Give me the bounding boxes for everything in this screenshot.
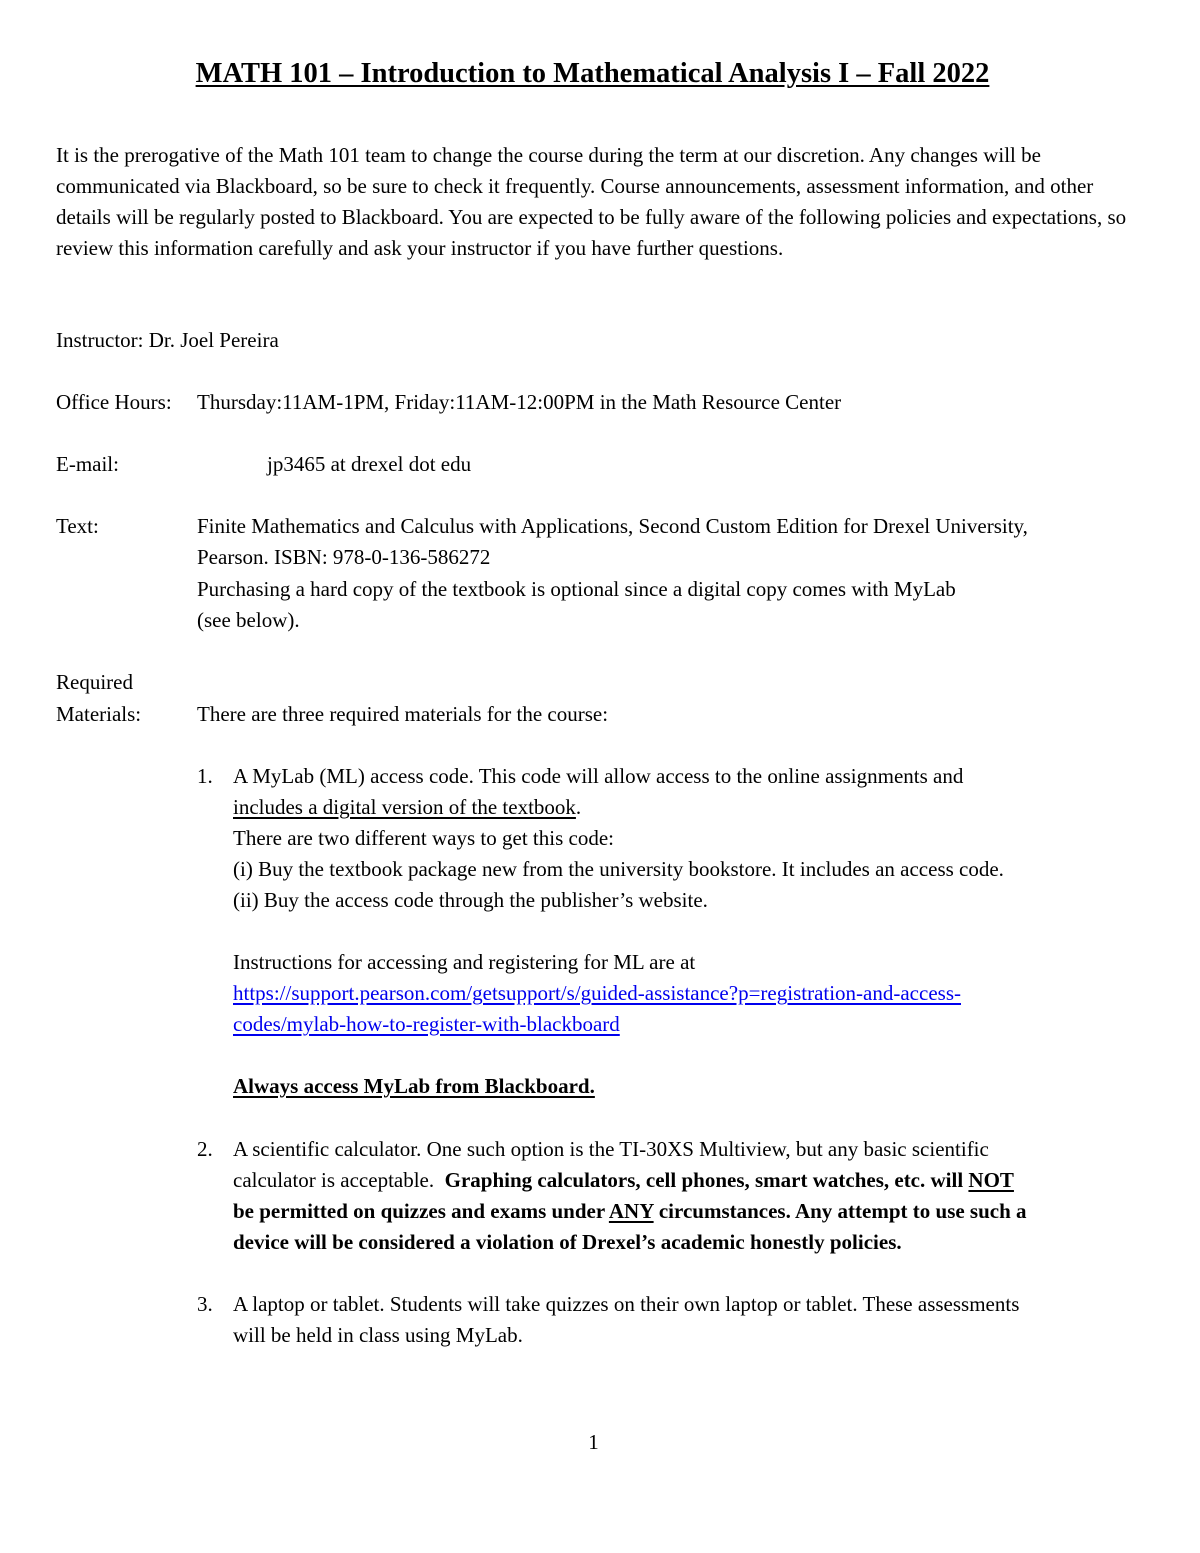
email-value: jp3465 at drexel dot edu	[267, 452, 472, 476]
item2-line	[233, 1196, 1027, 1227]
item2-line: device will be considered a violation of Drexel’s academic honestly policies.	[233, 1230, 902, 1254]
office-hours-value: Thursday:11AM-1PM, Friday:11AM-12:00PM in the Math Resource Center	[197, 390, 842, 414]
item1-line	[233, 792, 581, 823]
item2-bold-text: Graphing calculators, cell phones, smart watches, etc. will	[444, 1168, 969, 1192]
item2-line: A scientific calculator. One such option is the TI-30XS Multiview, but any basic scientific	[233, 1137, 989, 1161]
textbook-line: (see below).	[197, 608, 300, 632]
text-label: Text:	[56, 514, 99, 538]
textbook-line: Purchasing a hard copy of the textbook is optional since a digital copy comes with MyLab	[197, 577, 956, 601]
item-number: 3.	[197, 1292, 213, 1316]
registration-link[interactable]: codes/mylab-how-to-register-with-blackboard	[233, 1012, 620, 1036]
item2-plain-text: calculator is acceptable.	[233, 1168, 445, 1192]
textbook-line: Pearson. ISBN: 978-0-136-586272	[197, 545, 491, 569]
required-intro: There are three required materials for the course:	[197, 702, 609, 726]
materials-label: Materials:	[56, 702, 142, 726]
textbook-line: Finite Mathematics and Calculus with Applications, Second Custom Edition for Drexel University,	[197, 514, 1028, 538]
office-hours-label: Office Hours:	[56, 390, 172, 414]
page-title: MATH 101 – Introduction to Mathematical Analysis I – Fall 2022	[195, 58, 990, 89]
item1-option: (ii) Buy the access code through the publisher’s website.	[233, 888, 708, 912]
item-number: 2.	[197, 1137, 213, 1161]
required-label: Required	[56, 670, 133, 694]
digital-textbook-note: includes a digital version of the textbook	[233, 795, 576, 819]
item3-line: will be held in class using MyLab.	[233, 1323, 523, 1347]
item2-line	[233, 1165, 1014, 1196]
email-label: E-mail:	[56, 452, 119, 476]
blackboard-access-note: Always access MyLab from Blackboard.	[233, 1074, 595, 1098]
registration-link[interactable]: https://support.pearson.com/getsupport/s/guided-assistance?p=registration-and-access-	[233, 981, 961, 1005]
item1-period: .	[575, 795, 582, 819]
item3-line: A laptop or tablet. Students will take quizzes on their own laptop or tablet. These assessments	[233, 1292, 1020, 1316]
intro-paragraph: It is the prerogative of the Math 101 team to change the course during the term at our discretion. Any changes will be communicated via Blackboard, so be sure to check it frequently. Course announcements, assessment information, and other details will be regularly posted to Blackboard. You are expected to be fully aware of the following policies and expectations, so review this information carefully and ask your instructor if you have further questions.	[56, 143, 1127, 260]
page-number: 1	[588, 1430, 599, 1454]
item2-bold-text: be permitted on quizzes and exams under	[233, 1199, 609, 1223]
item1-option: (i) Buy the textbook package new from the university bookstore. It includes an access code.	[233, 857, 1004, 881]
item1-line: There are two different ways to get this code:	[233, 826, 614, 850]
item2-not-emphasis: NOT	[968, 1168, 1014, 1192]
item2-bold-text: circumstances. Any attempt to use such a	[653, 1199, 1027, 1223]
item1-line: A MyLab (ML) access code. This code will allow access to the online assignments and	[233, 764, 964, 788]
instructor-line: Instructor: Dr. Joel Pereira	[56, 328, 279, 352]
item-number: 1.	[197, 764, 213, 788]
item2-any-emphasis: ANY	[608, 1199, 654, 1223]
item1-instructions: Instructions for accessing and registering for ML are at	[233, 950, 696, 974]
